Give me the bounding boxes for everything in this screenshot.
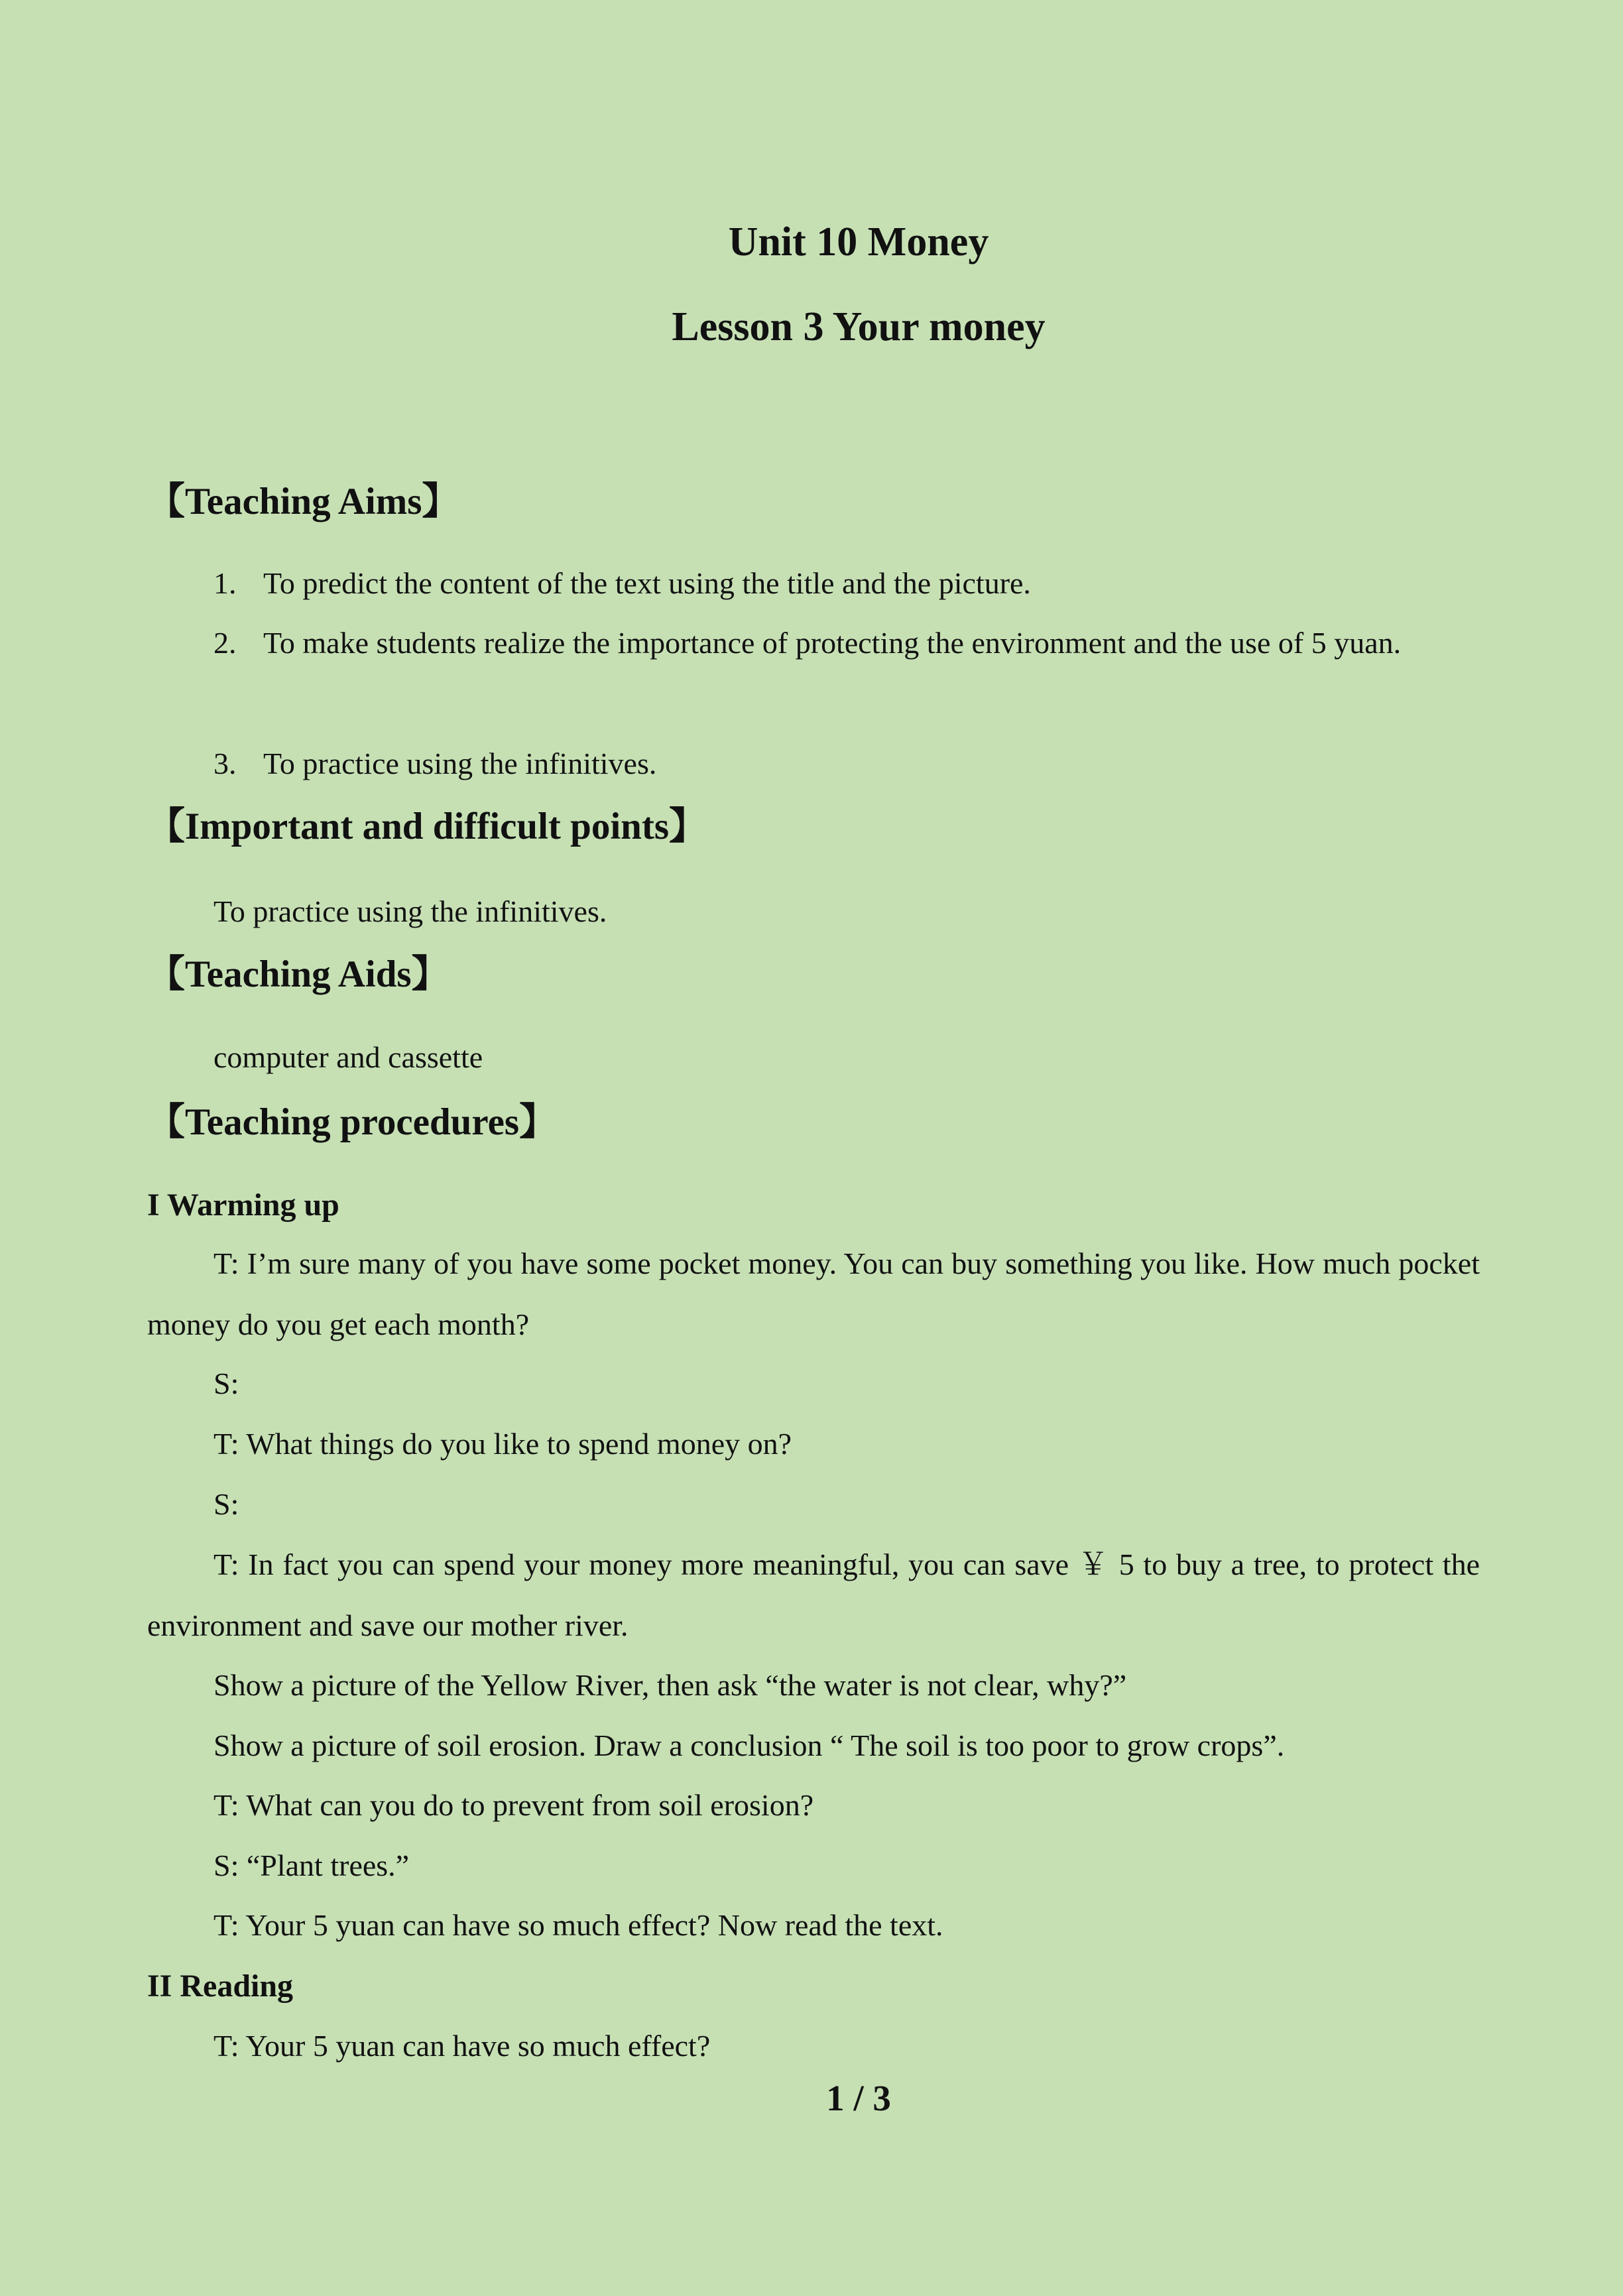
aim-item-2 <box>147 613 1480 674</box>
teacher-line-4: T: What can you do to prevent from soil erosion? <box>213 1788 814 1822</box>
aim-number: 1. <box>213 566 237 600</box>
reading-teacher-line: T: Your 5 yuan can have so much effect? <box>213 2029 711 2063</box>
unit-title: Unit 10 Money <box>728 219 989 265</box>
aim-item-1 <box>147 553 1480 614</box>
page-number: 1 / 3 <box>826 2078 891 2118</box>
warming-paragraph-1: T: I’m sure many of you have some pocket money. You can buy something you like. How much pocket money do you get each month? <box>147 1246 1480 1341</box>
warming-up-heading: I Warming up <box>147 1187 339 1223</box>
aim-text: To practice using the infinitives. <box>263 747 657 780</box>
teaching-aims-heading: 【Teaching Aims】 <box>147 481 460 522</box>
show-picture-line-2: Show a picture of soil erosion. Draw a conclusion “ The soil is too poor to grow crops”. <box>213 1728 1285 1762</box>
important-points-text: To practice using the infinitives. <box>213 894 607 928</box>
aim-text: To predict the content of the text using the title and the picture. <box>263 566 1031 600</box>
teacher-line-5: T: Your 5 yuan can have so much effect? Now read the text. <box>213 1908 943 1942</box>
student-line-2: S: <box>213 1487 239 1521</box>
aim-number: 3. <box>213 747 237 780</box>
aim-number: 2. <box>213 626 237 660</box>
aim-text: To make students realize the importance of protecting the environment and the use of 5 yuan. <box>263 626 1402 660</box>
teaching-aids-heading: 【Teaching Aids】 <box>147 953 450 995</box>
lesson-title: Lesson 3 Your money <box>672 304 1046 349</box>
aim-item-3 <box>147 733 1480 794</box>
important-points-heading: 【Important and difficult points】 <box>147 806 707 847</box>
teaching-procedures-heading: 【Teaching procedures】 <box>147 1101 558 1143</box>
reading-heading: II Reading <box>147 1968 294 2004</box>
show-picture-line-1: Show a picture of the Yellow River, then ask “the water is not clear, why?” <box>213 1668 1127 1702</box>
teacher-line-2: T: What things do you like to spend money on? <box>213 1427 792 1461</box>
warming-paragraph-3: T: In fact you can spend your money more meaningful, you can save ￥ 5 to buy a tree, to protect the environment and save our mother river. <box>147 1547 1480 1642</box>
teaching-aids-text: computer and cassette <box>213 1040 483 1074</box>
student-line-4: S: “Plant trees.” <box>213 1848 410 1882</box>
student-line-1: S: <box>213 1366 239 1400</box>
